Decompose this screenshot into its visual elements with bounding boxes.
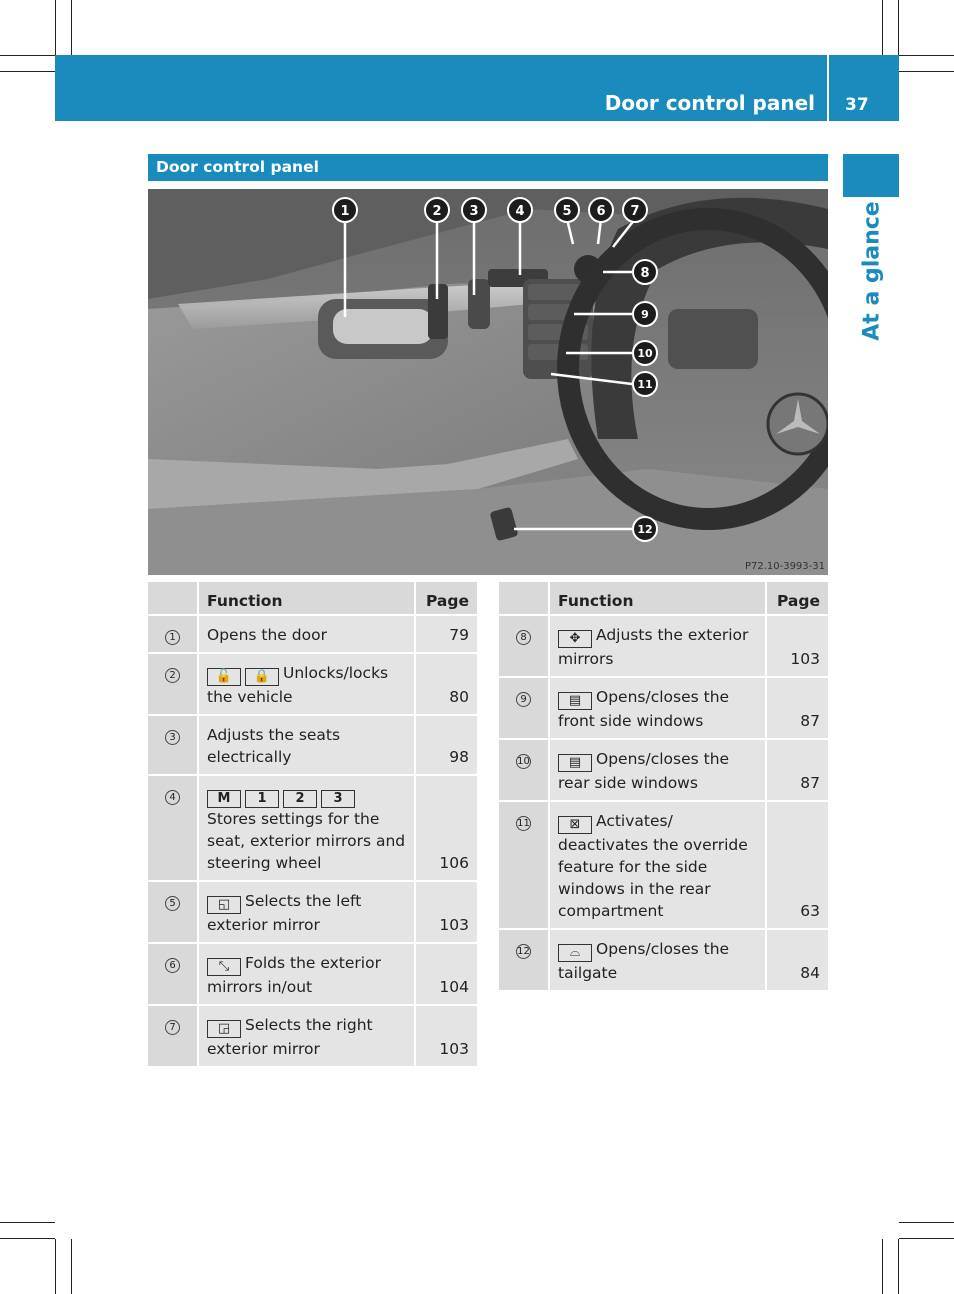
callout-7: 7 xyxy=(630,204,640,219)
table-row xyxy=(499,929,828,991)
crop-mark xyxy=(0,55,55,56)
callout-10: 10 xyxy=(637,347,653,360)
function-table-right xyxy=(499,582,828,992)
table-row xyxy=(148,943,477,1005)
callout-number-icon: 1 xyxy=(165,630,180,645)
callout-number-icon: 11 xyxy=(517,818,530,829)
row-function xyxy=(549,615,766,677)
header-function: Function xyxy=(549,582,766,615)
side-tab xyxy=(843,154,899,197)
crop-mark xyxy=(882,1239,883,1294)
table-row xyxy=(148,715,477,775)
page-reference: 103 xyxy=(415,881,477,943)
row-number xyxy=(148,881,198,943)
page-reference: 63 xyxy=(766,801,828,929)
crop-mark xyxy=(0,1238,55,1239)
page-reference: 98 xyxy=(415,715,477,775)
row-function xyxy=(549,677,766,739)
callout-number-icon: 2 xyxy=(165,668,180,683)
callout-number-icon: 6 xyxy=(165,958,180,973)
row-number xyxy=(499,677,549,739)
row-number xyxy=(499,739,549,801)
fold-mirror-icon: ⤡ xyxy=(207,958,241,976)
page-reference: 79 xyxy=(415,615,477,653)
page-reference: 106 xyxy=(415,775,477,881)
callout-5: 5 xyxy=(562,204,572,219)
page-reference: 87 xyxy=(766,739,828,801)
crop-mark xyxy=(55,0,56,55)
row-function xyxy=(198,653,415,715)
row-function xyxy=(198,881,415,943)
page-number: 37 xyxy=(845,95,869,115)
callout-12: 12 xyxy=(637,523,653,536)
table-row xyxy=(148,615,477,653)
figure-code: P72.10-3993-31 xyxy=(744,561,825,572)
function-text: Folds the exterior mirrors in/out xyxy=(207,954,381,996)
callout-number-icon: 4 xyxy=(165,790,180,805)
row-function xyxy=(198,615,415,653)
header-title: Door control panel xyxy=(604,91,815,115)
row-number xyxy=(499,615,549,677)
page-reference: 80 xyxy=(415,653,477,715)
callout-1: 1 xyxy=(340,204,350,219)
four-way-arrows-icon: ✥ xyxy=(558,630,592,648)
door-panel-illustration xyxy=(148,189,828,575)
function-text: Unlocks/locks the vehicle xyxy=(207,664,389,706)
callout-4: 4 xyxy=(515,204,525,219)
callout-2: 2 xyxy=(432,204,442,219)
callout-number-icon: 8 xyxy=(516,630,531,645)
side-tab-label xyxy=(857,200,887,341)
side-tab-text: At a glance xyxy=(859,200,885,341)
header-number-cell xyxy=(499,582,549,615)
function-text: Adjusts the seats electrically xyxy=(207,726,341,766)
window-icon: ▤ xyxy=(558,754,592,772)
table-row xyxy=(148,653,477,715)
callout-8: 8 xyxy=(640,266,650,281)
table-row xyxy=(499,801,828,929)
page-reference: 84 xyxy=(766,929,828,991)
table-row xyxy=(148,1005,477,1067)
row-number xyxy=(148,943,198,1005)
crop-mark xyxy=(71,1239,72,1294)
tailgate-icon: ⌓ xyxy=(558,944,592,962)
callout-number-icon: 5 xyxy=(165,896,180,911)
crop-mark xyxy=(899,1222,954,1223)
page-reference: 103 xyxy=(415,1005,477,1067)
section-title: Door control panel xyxy=(156,158,319,176)
crop-mark xyxy=(882,0,883,55)
table-row xyxy=(499,677,828,739)
callout-number-icon: 7 xyxy=(165,1020,180,1035)
memory-button-icon: M xyxy=(207,790,241,808)
table-row xyxy=(499,615,828,677)
callout-9: 9 xyxy=(641,308,649,321)
row-number xyxy=(148,615,198,653)
function-text: Stores settings for the seat, exterior mirrors and steering wheel xyxy=(207,810,406,872)
door-panel-photo xyxy=(148,189,828,575)
crop-mark xyxy=(0,1222,55,1223)
row-function xyxy=(198,715,415,775)
callout-number-icon: 12 xyxy=(517,946,530,957)
callout-number-icon: 10 xyxy=(517,756,530,767)
row-function xyxy=(198,775,415,881)
row-function xyxy=(198,943,415,1005)
function-text: Selects the left exterior mirror xyxy=(207,892,362,934)
page-reference: 103 xyxy=(766,615,828,677)
header-page: Page xyxy=(415,582,477,615)
table-row xyxy=(148,881,477,943)
header-function: Function xyxy=(198,582,415,615)
row-number xyxy=(148,653,198,715)
table-row xyxy=(499,739,828,801)
callout-number-icon: 9 xyxy=(516,692,531,707)
right-mirror-icon: ◲ xyxy=(207,1020,241,1038)
crop-mark xyxy=(898,1239,899,1294)
crop-mark xyxy=(899,71,954,72)
header-divider xyxy=(827,55,829,121)
row-number xyxy=(499,929,549,991)
window-lock-icon: ⊠ xyxy=(558,816,592,834)
function-text: Opens/closes the rear side windows xyxy=(558,750,730,792)
crop-mark xyxy=(898,0,899,55)
row-number xyxy=(148,1005,198,1067)
table-header-row xyxy=(148,582,477,615)
callout-3: 3 xyxy=(469,204,479,219)
page-reference: 87 xyxy=(766,677,828,739)
section-header xyxy=(148,154,828,181)
function-text: Selects the right exterior mirror xyxy=(207,1016,373,1058)
function-table-left xyxy=(148,582,477,1068)
function-text: Opens/closes the tailgate xyxy=(558,940,730,982)
window-icon: ▤ xyxy=(558,692,592,710)
header-number-cell xyxy=(148,582,198,615)
callout-number-icon: 3 xyxy=(165,730,180,745)
row-function xyxy=(549,739,766,801)
callout-6: 6 xyxy=(596,204,606,219)
row-function xyxy=(198,1005,415,1067)
memory-button-icon: 3 xyxy=(321,790,355,808)
row-number xyxy=(148,775,198,881)
crop-mark xyxy=(899,55,954,56)
header-page: Page xyxy=(766,582,828,615)
row-function xyxy=(549,929,766,991)
crop-mark xyxy=(71,0,72,55)
page-reference: 104 xyxy=(415,943,477,1005)
table-row xyxy=(148,775,477,881)
function-text: Adjusts the exterior mirrors xyxy=(558,626,749,668)
row-function xyxy=(549,801,766,929)
function-text: Activates/ deactivates the override feature for the side windows in the rear compartment xyxy=(558,812,748,920)
function-text: Opens the door xyxy=(207,626,327,644)
table-header-row xyxy=(499,582,828,615)
page-header xyxy=(55,55,899,121)
memory-button-icon: 1 xyxy=(245,790,279,808)
memory-button-icon: 2 xyxy=(283,790,317,808)
row-number xyxy=(499,801,549,929)
crop-mark xyxy=(899,1238,954,1239)
crop-mark xyxy=(0,71,55,72)
function-text: Opens/closes the front side windows xyxy=(558,688,730,730)
callout-11: 11 xyxy=(637,378,653,391)
left-mirror-icon: ◱ xyxy=(207,896,241,914)
row-number xyxy=(148,715,198,775)
lock-icon: 🔒 xyxy=(245,668,279,686)
crop-mark xyxy=(55,1239,56,1294)
unlock-icon: 🔓 xyxy=(207,668,241,686)
